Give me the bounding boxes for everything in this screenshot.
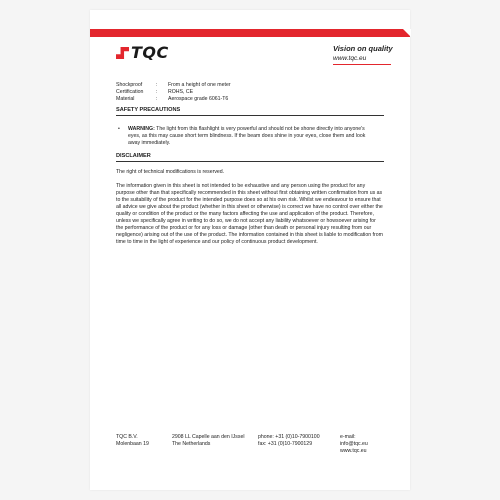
footer-postal: 2908 LL Capelle aan den IJssel [172,434,245,440]
footer-phone-col [258,434,320,448]
spec-value: From a height of one meter [168,82,231,88]
website-link[interactable]: www.tqc.eu [333,55,367,62]
tagline-block [333,44,393,65]
tqc-logo-mark-icon [116,47,129,59]
footer-email[interactable]: e-mail: info@tqc.eu [340,434,368,447]
footer-street: Molenbaan 19 [116,441,149,447]
logo-text: TQC [131,43,169,62]
spec-value: Aerospace grade 6061-T6 [168,96,229,102]
spec-label: Shockproof [116,82,143,88]
safety-section-title: SAFETY PRECAUTIONS [116,107,384,116]
disclaimer-section-title: DISCLAIMER [116,153,384,162]
tagline: Vision on quality [333,44,393,53]
spec-value: ROHS, CE [168,89,194,95]
tqc-logo [116,45,169,61]
warning-item [116,126,384,147]
footer-contact-col [340,434,384,455]
spec-colon: : [156,89,158,95]
warning-label: WARNING: [128,126,155,132]
specs-table [116,82,231,103]
footer-web[interactable]: www.tqc.eu [340,448,367,454]
spec-colon: : [156,96,158,102]
footer-company: TQC B.V. [116,434,138,440]
footer-company-col [116,434,149,448]
spec-label: Certification [116,89,144,95]
document-page [90,10,410,490]
header-red-bar [90,29,410,37]
warning-body: The light from this flashlight is very powerful and should not be shone directly into anyone's eyes, as this may cause short term blindness. If the beam does shine in your eyes, close them and look away immediately. [128,126,366,146]
footer-phone: phone: +31 (0)10-7900100 [258,434,320,440]
spec-label: Material [116,96,135,102]
footer-fax: fax: +31 (0)10-7900129 [258,441,313,447]
tagline-underline [333,64,391,65]
disclaimer-body: The information given in this sheet is not intended to be exhaustive and any person using the product for any purpose other than that specifically recommended in this sheet without first obtaining written confirmation from us as to the suitability of the product for the intended purpose does so at his own risk. Whilst we endeavour to ensure that all advice we give about the product (whether in this sheet or otherwise) is correct we have no control over either the quality or condition of the product or the many factors affecting the use and application of the product. Therefore, unless we specifically agree in writing to do so, we do not accept any liability whatsoever or howsoever arising for the performance of the product or for any loss or damage (other than death or personal injury resulting from our negligence) arising out of the use of the product. The information contained in this sheet is liable to modification from time to time in the light of experience and our policy of continuous product development. [116,183,383,245]
spec-colon: : [156,82,158,88]
footer-address-col [172,434,245,448]
spec-row [116,89,231,96]
spec-row [116,82,231,89]
rights-statement: The right of technical modifications is reserved. [116,169,225,175]
footer-country: The Netherlands [172,441,211,447]
bullet-icon: • [118,126,120,132]
spec-row [116,96,231,103]
warning-text [128,126,376,147]
